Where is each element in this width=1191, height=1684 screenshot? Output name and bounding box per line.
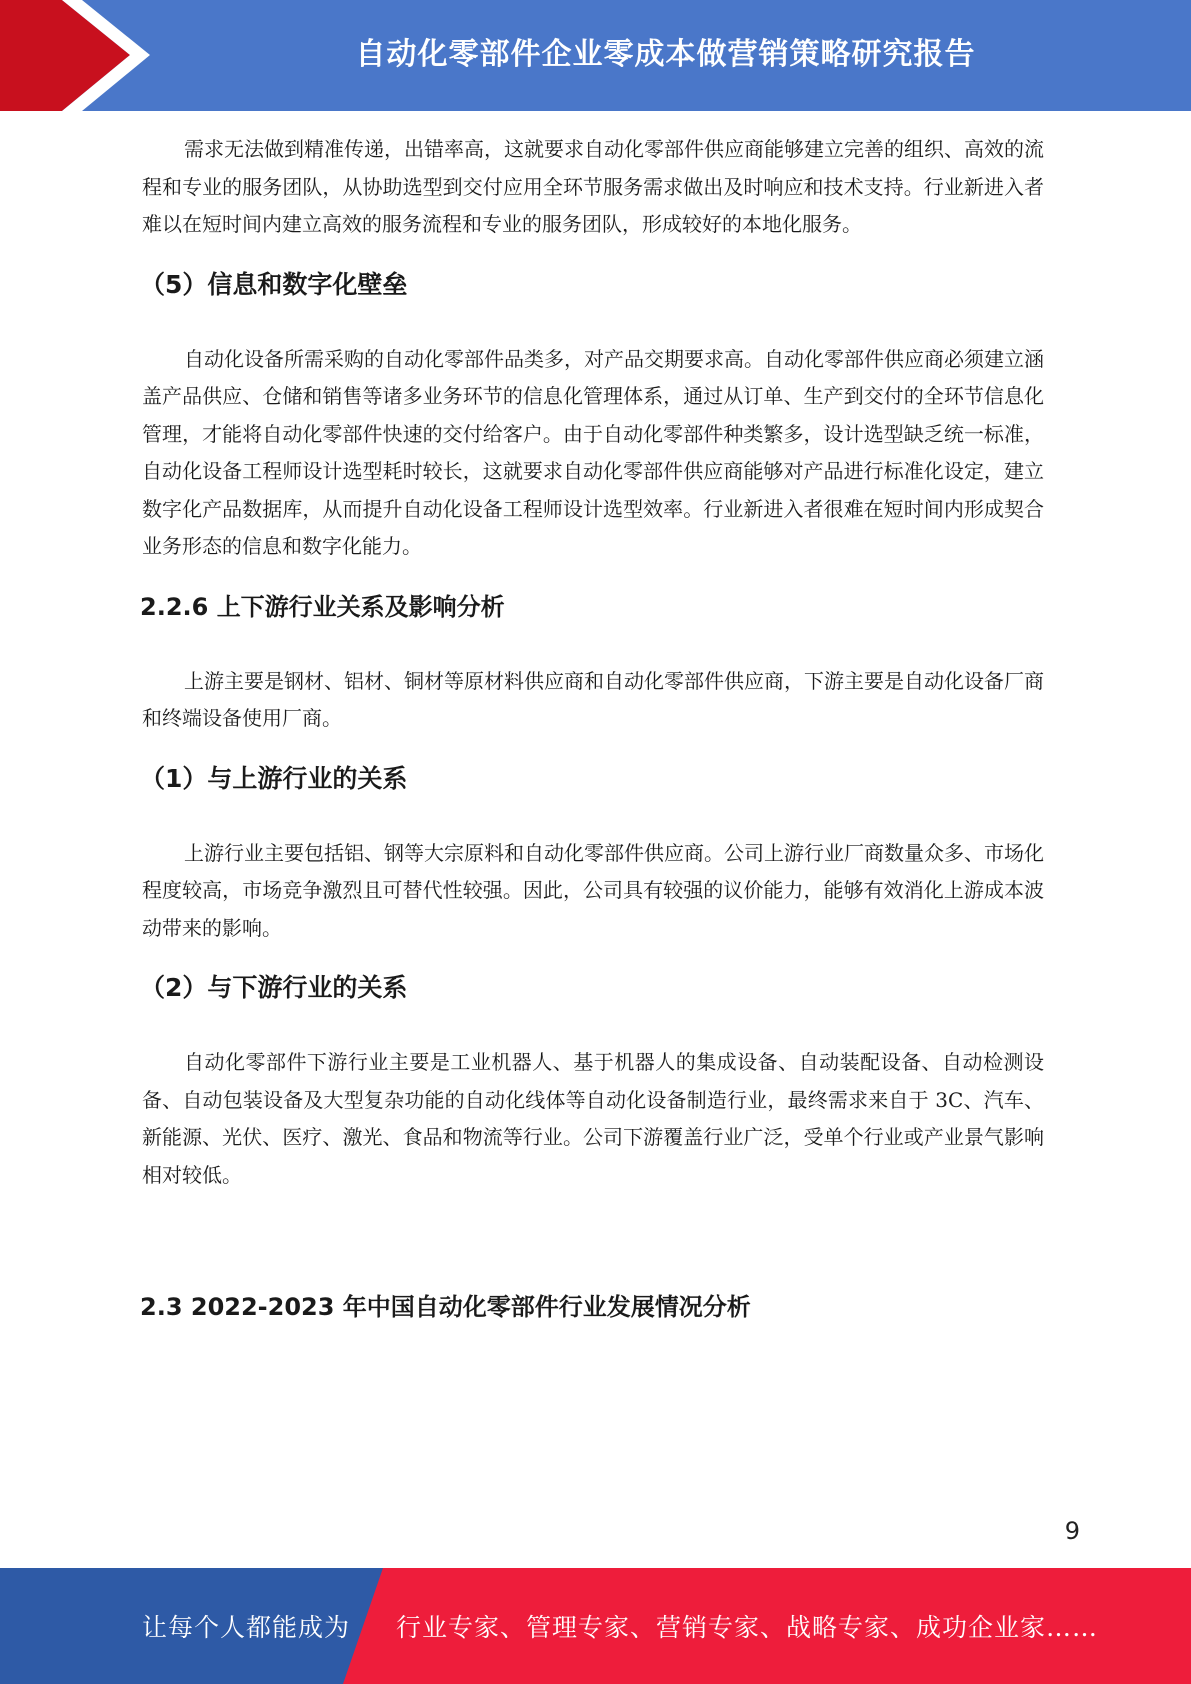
paragraph-upstream-downstream: 上游主要是钢材、铝材、铜材等原材料供应商和自动化零部件供应商，下游主要是自动化设备厂商和终端设备使用厂商。 [142,668,1044,730]
heading-upstream-relation: （1）与上游行业的关系 [140,763,408,793]
paragraph-service-barrier: 需求无法做到精准传递，出错率高，这就要求自动化零部件供应商能够建立完善的组织、高效的流程和专业的服务团队，从协助选型到交付应用全环节服务需求做出及时响应和技术支持。行业新进入者难以在短时间内建立高效的服务流程和专业的服务团队，形成较好的本地化服务。 [142,137,1044,236]
section-heading-2-2-6: 2.2.6 上下游行业关系及影响分析 [140,592,505,621]
paragraph-info-digital-barrier: 自动化设备所需采购的自动化零部件品类多，对产品交期要求高。自动化零部件供应商必须建立涵盖产品供应、仓储和销售等诸多业务环节的信息化管理体系，通过从订单、生产到交付的全环节信息化管理，才能将自动化零部件快速的交付给客户。由于自动化零部件种类繁多，设计选型缺乏统一标准，自动化设备工程师设计选型耗时较长，这就要求自动化零部件供应商能够对产品进行标准化设定，建立数字化产品数据库，从而提升自动化设备工程师设计选型效率。行业新进入者很难在短时间内形成契合业务形态的信息和数字化能力。 [142,346,1044,558]
report-title: 自动化零部件企业零成本做营销策略研究报告 [355,36,976,72]
section-heading-2-3: 2.3 2022-2023 年中国自动化零部件行业发展情况分析 [140,1293,751,1321]
footer-slogan-left: 让每个人都能成为 [142,1613,351,1642]
page-header [0,0,1191,111]
page-content [142,131,1044,1325]
paragraph-downstream-relation: 自动化零部件下游行业主要是工业机器人、基于机器人的集成设备、自动装配设备、自动检测设备、自动包装设备及大型复杂功能的自动化线体等自动化设备制造行业，最终需求来自于 3C、汽车、新能源、光伏、医疗、激光、食品和物流等行业。公司下游覆盖行业广泛，受单个行业或产业景气影响相对较低。 [142,1050,1044,1187]
heading-info-digital-barrier: （5）信息和数字化壁垒 [140,269,408,299]
header-chevron-decoration [0,0,160,111]
page-footer [0,1568,1191,1684]
paragraph-upstream-relation: 上游行业主要包括铝、钢等大宗原料和自动化零部件供应商。公司上游行业厂商数量众多、市场化程度较高，市场竞争激烈且可替代性较强。因此，公司具有较强的议价能力，能够有效消化上游成本波动带来的影响。 [142,840,1044,940]
footer-slogan-right: 行业专家、管理专家、营销专家、战略专家、成功企业家…… [396,1613,1099,1642]
page-number: 9 [1064,1517,1080,1545]
heading-downstream-relation: （2）与下游行业的关系 [140,973,408,1002]
